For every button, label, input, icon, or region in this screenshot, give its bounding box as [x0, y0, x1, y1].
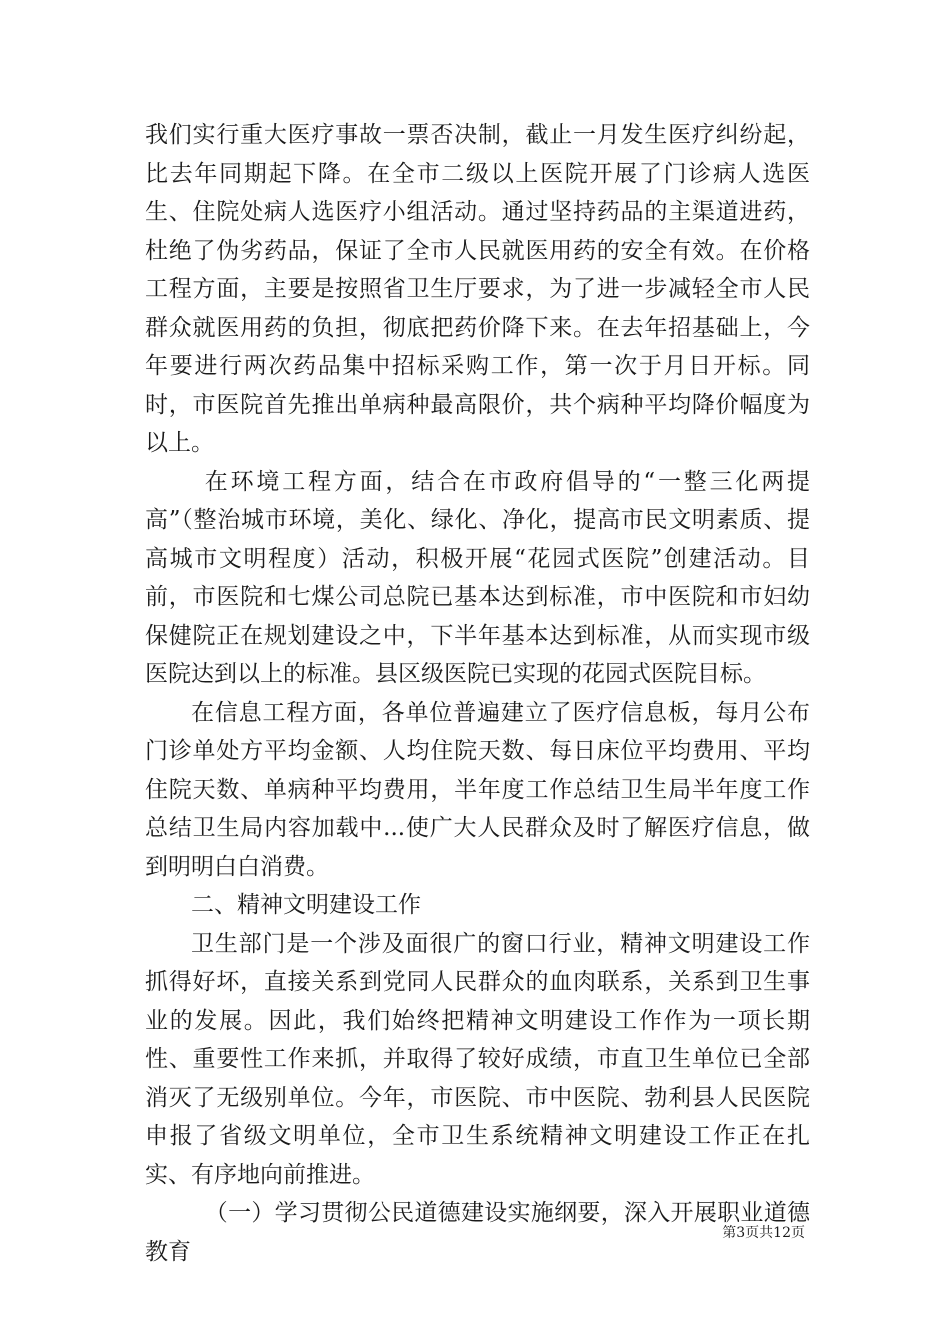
document-body — [145, 116, 810, 1271]
paragraph-environment-project: 在环境工程方面，结合在市政府倡导的“一整三化两提高”（整治城市环境，美化、绿化、净化，提高市民文明素质、提高城市文明程度）活动，积极开展“花园式医院”创建活动。目前，市医院和七煤公司总院已基本达到标准，市中医院和市妇幼保健院正在规划建设之中，下半年基本达到标准，从而实现市级医院达到以上的标准。县区级医院已实现的花园式医院目标。 — [145, 468, 810, 687]
paragraph-information-project: 在信息工程方面，各单位普遍建立了医疗信息板，每月公布门诊单处方平均金额、人均住院天数、每日床位平均费用、平均住院天数、单病种平均费用，半年度工作总结卫生局半年度工作总结卫生局内容加载中...使广大人民群众及时了解医疗信息，做到明明白白消费。 — [145, 699, 810, 880]
subsection-heading-moral-education: （一）学习贯彻公民道德建设实施纲要，深入开展职业道德教育 — [145, 1200, 810, 1265]
paragraph-medical-safety: 我们实行重大医疗事故一票否决制，截止一月发生医疗纠纷起，比去年同期起下降。在全市二级以上医院开展了门诊病人选医生、住院处病人选医疗小组活动。通过坚持药品的主渠道进药，杜绝了伪劣药品，保证了全市人民就医用药的安全有效。在价格工程方面，主要是按照省卫生厅要求，为了进一步减轻全市人民群众就医用药的负担，彻底把药价降下来。在去年招基础上，今年要进行两次药品集中招标采购工作，第一次于月日开标。同时，市医院首先推出单病种最高限价，共个病种平均降价幅度为以上。 — [145, 122, 810, 456]
section-heading-spiritual-civilization: 二、精神文明建设工作 — [191, 892, 421, 918]
page-number-footer: 第3页共12页 — [722, 1225, 805, 1241]
paragraph-spiritual-civilization: 卫生部门是一个涉及面很广的窗口行业，精神文明建设工作抓得好坏，直接关系到党同人民群众的血肉联系，关系到卫生事业的发展。因此，我们始终把精神文明建设工作作为一项长期性、重要性工作来抓，并取得了较好成绩，市直卫生单位已全部消灭了无级别单位。今年，市医院、市中医院、勃利县人民医院申报了省级文明单位，全市卫生系统精神文明建设工作正在扎实、有序地向前推进。 — [145, 930, 810, 1188]
